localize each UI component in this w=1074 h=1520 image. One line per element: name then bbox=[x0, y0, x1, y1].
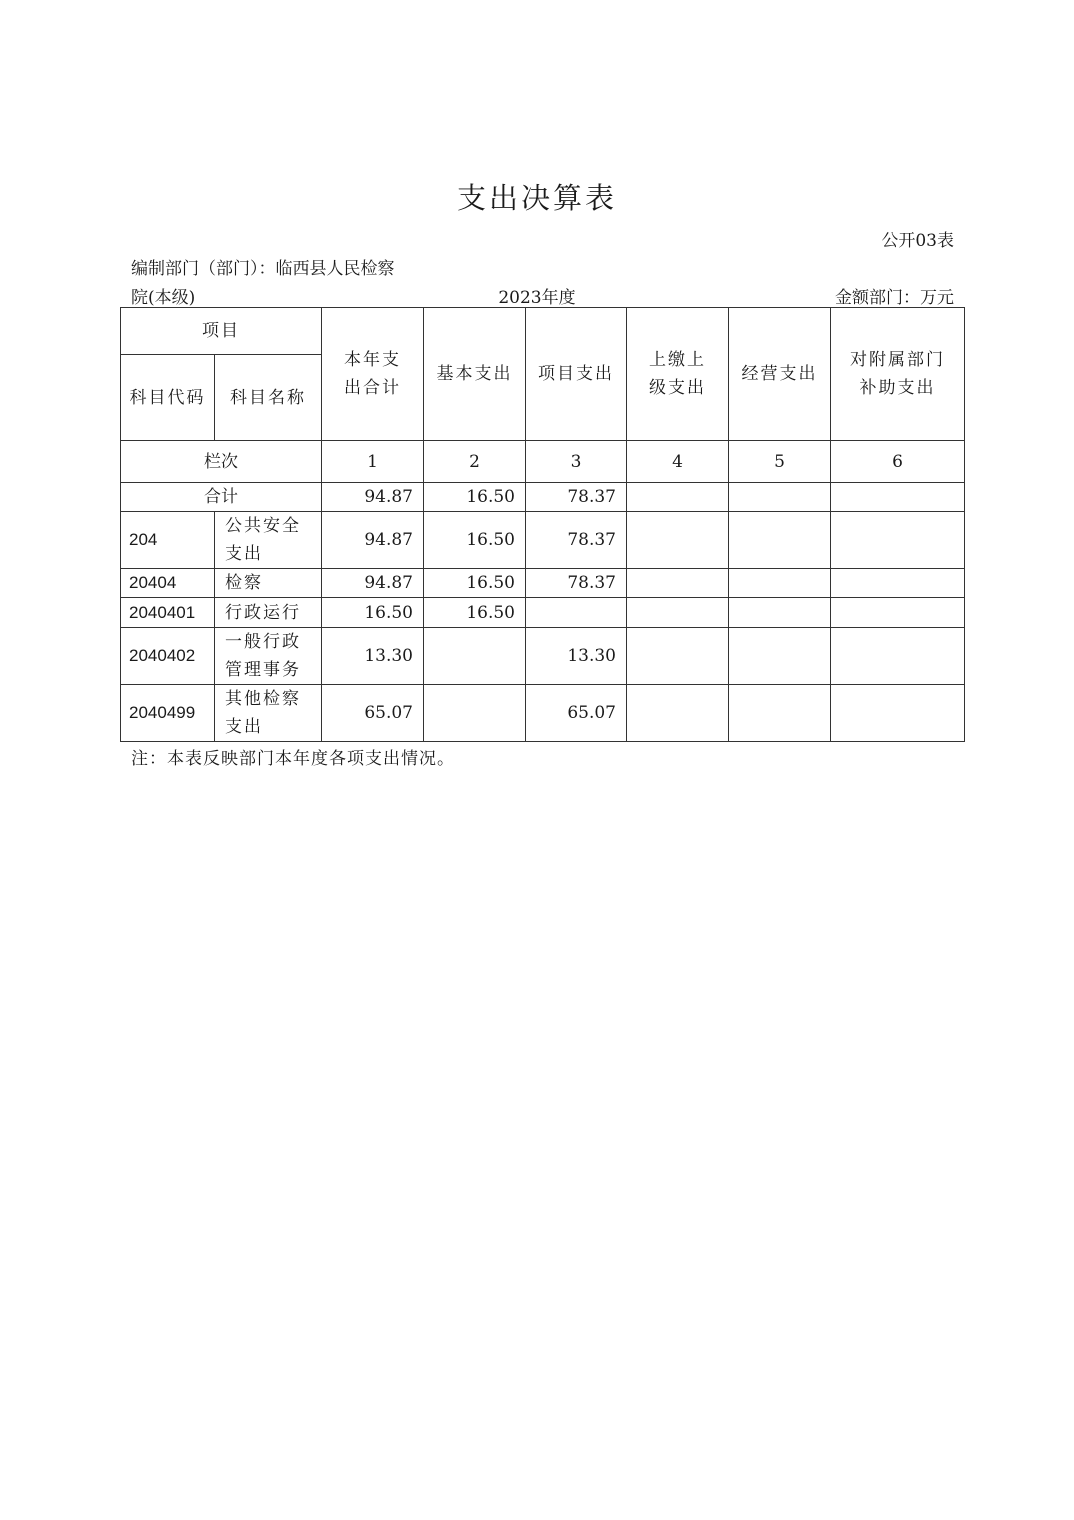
table-cell bbox=[526, 598, 627, 628]
table-cell bbox=[627, 483, 729, 512]
index-cell: 6 bbox=[831, 441, 965, 483]
table-cell bbox=[729, 483, 831, 512]
header-col5: 经营支出 bbox=[729, 308, 831, 441]
index-cell: 5 bbox=[729, 441, 831, 483]
table-cell: 16.50 bbox=[424, 483, 526, 512]
index-cell: 3 bbox=[526, 441, 627, 483]
index-cell: 4 bbox=[627, 441, 729, 483]
index-cell: 2 bbox=[424, 441, 526, 483]
index-cell: 1 bbox=[322, 441, 424, 483]
header-col1: 本年支出合计 bbox=[322, 308, 424, 441]
table-cell bbox=[831, 569, 965, 598]
table-cell bbox=[729, 512, 831, 569]
expenditure-table bbox=[120, 307, 965, 742]
page-title: 支出决算表 bbox=[456, 181, 617, 215]
table-cell bbox=[729, 685, 831, 742]
header-code: 科目代码 bbox=[121, 355, 215, 441]
table-cell: 13.30 bbox=[322, 628, 424, 685]
table-cell: 13.30 bbox=[526, 628, 627, 685]
subject-code: 2040402 bbox=[121, 628, 215, 685]
table-cell: 16.50 bbox=[424, 598, 526, 628]
table-cell: 65.07 bbox=[322, 685, 424, 742]
subject-name: 公共安全支出 bbox=[215, 512, 322, 569]
subject-name: 行政运行 bbox=[215, 598, 322, 628]
index-label: 栏次 bbox=[121, 441, 322, 483]
total-label: 合计 bbox=[121, 483, 322, 512]
table-cell bbox=[831, 512, 965, 569]
table-cell: 94.87 bbox=[322, 569, 424, 598]
amount-unit: 金额部门：万元 bbox=[835, 288, 954, 308]
table-cell: 94.87 bbox=[322, 512, 424, 569]
header-col2: 基本支出 bbox=[424, 308, 526, 441]
table-cell bbox=[424, 685, 526, 742]
header-row-1 bbox=[121, 308, 965, 355]
header-item: 项目 bbox=[121, 308, 322, 355]
subject-name: 一般行政管理事务 bbox=[215, 628, 322, 685]
table-cell bbox=[729, 628, 831, 685]
table-cell bbox=[627, 569, 729, 598]
table-row bbox=[121, 569, 965, 598]
table-row bbox=[121, 628, 965, 685]
table-cell: 65.07 bbox=[526, 685, 627, 742]
table-cell bbox=[627, 628, 729, 685]
form-number: 公开03表 bbox=[881, 231, 954, 251]
department-label-cont: 院(本级) bbox=[131, 288, 196, 308]
subject-code: 204 bbox=[121, 512, 215, 569]
total-row bbox=[121, 483, 965, 512]
subject-code: 2040401 bbox=[121, 598, 215, 628]
department-label: 编制部门（部门）：临西县人民检察 bbox=[131, 259, 395, 279]
header-col6: 对附属部门补助支出 bbox=[831, 308, 965, 441]
table-cell: 78.37 bbox=[526, 483, 627, 512]
subject-code: 20404 bbox=[121, 569, 215, 598]
subject-name: 检察 bbox=[215, 569, 322, 598]
table-note: 注：本表反映部门本年度各项支出情况。 bbox=[131, 749, 455, 769]
index-row bbox=[121, 441, 965, 483]
table-cell: 78.37 bbox=[526, 512, 627, 569]
table-cell bbox=[627, 685, 729, 742]
subject-code: 2040499 bbox=[121, 685, 215, 742]
table-cell bbox=[729, 598, 831, 628]
table-cell: 16.50 bbox=[424, 569, 526, 598]
table-cell bbox=[729, 569, 831, 598]
table-row bbox=[121, 598, 965, 628]
table-cell bbox=[627, 512, 729, 569]
table-cell bbox=[831, 685, 965, 742]
table-cell: 16.50 bbox=[424, 512, 526, 569]
table-cell bbox=[627, 598, 729, 628]
table-cell: 94.87 bbox=[322, 483, 424, 512]
header-col4: 上缴上级支出 bbox=[627, 308, 729, 441]
table-cell: 16.50 bbox=[322, 598, 424, 628]
table-row bbox=[121, 512, 965, 569]
header-name: 科目名称 bbox=[215, 355, 322, 441]
table-row bbox=[121, 685, 965, 742]
header-col3: 项目支出 bbox=[526, 308, 627, 441]
table-cell: 78.37 bbox=[526, 569, 627, 598]
table-cell bbox=[831, 483, 965, 512]
table-cell bbox=[424, 628, 526, 685]
fiscal-year: 2023年度 bbox=[498, 288, 576, 308]
table-cell bbox=[831, 628, 965, 685]
subject-name: 其他检察支出 bbox=[215, 685, 322, 742]
table-cell bbox=[831, 598, 965, 628]
